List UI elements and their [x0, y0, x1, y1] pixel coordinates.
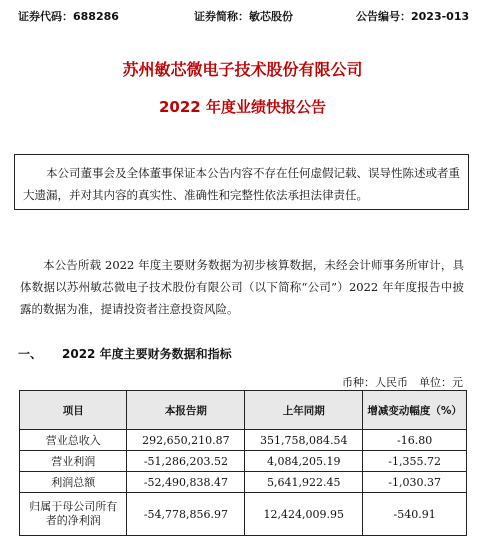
financial-data-table	[19, 390, 467, 536]
table-row	[20, 451, 467, 472]
currency-unit-note: 币种：人民币 单位：元	[342, 376, 463, 389]
row-label: 利润总额	[20, 472, 127, 493]
table-row	[20, 472, 467, 493]
header-prior-period: 上年同期	[245, 391, 363, 430]
prior-value: 4,084,205.19	[245, 451, 363, 472]
table-row	[20, 493, 467, 536]
stock-short-name: 证券简称：敏芯股份	[194, 10, 293, 23]
change-value: -16.80	[363, 430, 467, 451]
intro-paragraph: 本公告所载 2022 年度主要财务数据为初步核算数据，未经会计师事务所审计，具体数据以苏州敏芯微电子技术股份有限公司（以下简称“公司”）2022 年年度报告中披露的数据为准，提请投资者注意投资风险。	[20, 258, 464, 316]
prior-value: 5,641,922.45	[245, 472, 363, 493]
change-value: -540.91	[363, 493, 467, 536]
header-item: 项目	[20, 391, 127, 430]
section-title: 2022 年度主要财务数据和指标	[62, 347, 232, 361]
row-label: 归属于母公司所有者的净利润	[20, 493, 127, 536]
header-current-period: 本报告期	[127, 391, 245, 430]
notice-number: 公告编号：2023-013	[356, 10, 470, 23]
board-statement-box: 本公司董事会及全体董事保证本公告内容不存在任何虚假记载、误导性陈述或者重大遗漏，并对其内容的真实性、准确性和完整性依法承担法律责任。	[14, 154, 469, 210]
section-number: 一、	[18, 347, 43, 361]
row-label: 营业总收入	[20, 430, 127, 451]
table-header-row	[20, 391, 467, 430]
change-value: -1,030.37	[363, 472, 467, 493]
report-title: 2022 年度业绩快报公告	[159, 98, 326, 116]
current-value: -51,286,203.52	[127, 451, 245, 472]
document-header	[18, 8, 471, 26]
current-value: -54,778,856.97	[127, 493, 245, 536]
company-name: 苏州敏芯微电子技术股份有限公司	[122, 60, 363, 79]
prior-value: 351,758,084.54	[245, 430, 363, 451]
change-value: -1,355.72	[363, 451, 467, 472]
prior-value: 12,424,009.95	[245, 493, 363, 536]
current-value: 292,650,210.87	[127, 430, 245, 451]
row-label: 营业利润	[20, 451, 127, 472]
section-heading	[18, 345, 232, 362]
header-change-pct: 增减变动幅度（%）	[363, 391, 467, 430]
current-value: -52,490,838.47	[127, 472, 245, 493]
table-row	[20, 430, 467, 451]
stock-code: 证券代码：688286	[18, 10, 119, 23]
